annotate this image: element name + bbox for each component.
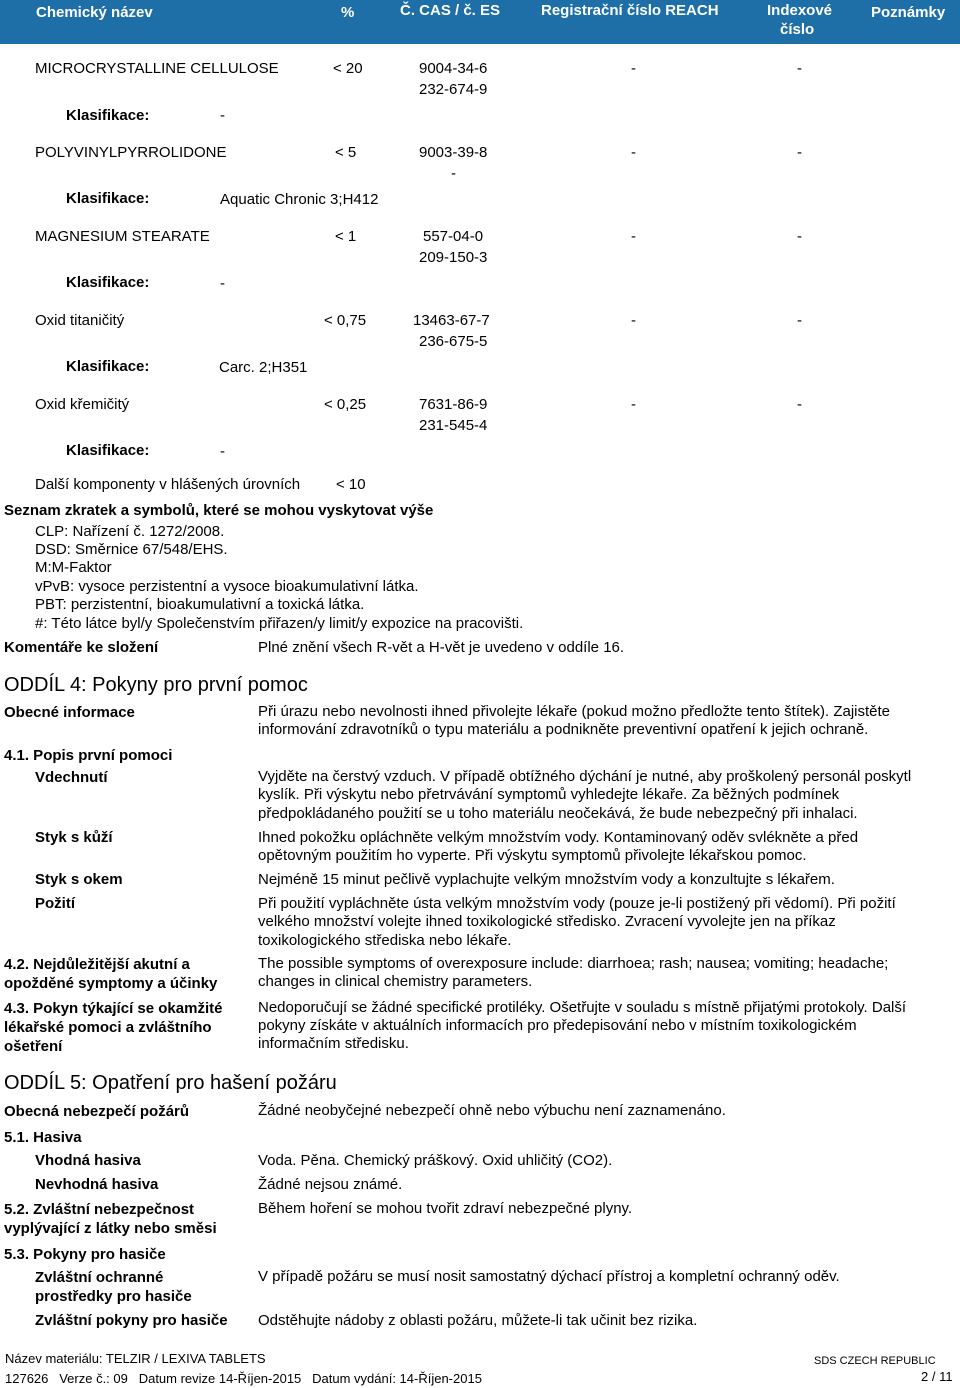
special-hazards-text: Během hoření se mohou tvořit zdraví nebezpečné plyny. [258,1200,633,1217]
abbreviation-item: DSD: Směrnice 67/548/EHS. [35,541,228,558]
col-name-header: Chemický název [36,4,153,21]
composition-comment-label: Komentáře ke složení [4,639,159,656]
component-notes: - [797,60,802,77]
classification-value: - [220,443,225,460]
component-pct: < 0,75 [324,312,367,329]
general-info-text: Při úrazu nebo nevolnosti ihned přivolejte lékaře (pokud možno předložte tento štítek). Zajistěte [258,703,891,720]
component-pct: < 20 [333,60,363,77]
general-info-text: informování zdravotníků o typu materiálu a podnikněte preventivní opatření k jejich ochraně. [258,721,869,738]
subsection-4-2: 4.2. Nejdůležitější akutní a [4,956,190,973]
eye-contact-label: Styk s okem [35,871,123,888]
component-index: - [631,312,636,329]
subsection-5-1: 5.1. Hasiva [4,1129,82,1146]
symptoms-text: changes in clinical chemistry parameters. [258,973,533,990]
component-cas: 13463-67-7 [413,312,490,329]
ingestion-text: Při použití vypláchněte ústa velkým množstvím vody (pouze je-li postižený při vědomí). Při požití [258,895,896,912]
special-instructions-label: Zvláštní pokyny pro hasiče [35,1312,228,1329]
subsection-5-2: vyplývající z látky nebo směsi [4,1220,217,1237]
subsection-4-3: ošetření [4,1038,63,1055]
inhalation-text: kyslík. Při výskytu nebo přetrvávání symptomů vyhledejte lékaře. Za běžných podmínek [258,786,840,803]
classification-value: - [220,275,225,292]
general-info-label: Obecné informace [4,704,135,721]
col-index-header-2: číslo [780,21,815,38]
col-notes-header: Poznámky [871,4,946,21]
footer-sds: SDS CZECH REPUBLIC [814,1355,936,1367]
ingestion-text: toxikologického střediska nebo lékaře. [258,932,512,949]
component-index: - [631,144,636,161]
component-pct: < 5 [335,144,357,161]
component-name: MAGNESIUM STEARATE [35,228,210,245]
abbreviation-item: M:M-Faktor [35,559,112,576]
classification-value: - [220,107,225,124]
inhalation-text: předpokládaného použití se u toho materiálu neočekává, že bude nebezpečný při inhalaci. [258,805,858,822]
component-name: POLYVINYLPYRROLIDONE [35,144,227,161]
component-es: 232-674-9 [419,81,488,98]
unsuitable-media-label: Nevhodná hasiva [35,1176,159,1193]
component-cas: 9004-34-6 [419,60,488,77]
skin-contact-text: Ihned pokožku opláchněte velkým množstvím vody. Kontaminovaný oděv svlékněte a před [258,829,859,846]
classification-label: Klasifikace: [66,274,150,291]
fire-hazard-label: Obecná nebezpečí požárů [4,1103,190,1120]
skin-contact-text: opětovným použitím ho vyperte. Při výskytu symptomů přivolejte lékařskou pomoc. [258,847,807,864]
ppe-label: prostředky pro hasiče [35,1288,192,1305]
component-pct: < 0,25 [324,396,367,413]
suitable-media-label: Vhodná hasiva [35,1152,141,1169]
col-cas-header: Č. CAS / č. ES [400,2,501,19]
treatment-text: Nedoporučují se žádné specifické protiléky. Ošetřujte v souladu s místně přijatými protokoly. Další [258,999,907,1016]
table-header [0,0,960,44]
other-components: Další komponenty v hlášených úrovních [35,476,301,493]
component-notes: - [797,396,802,413]
footer-page-number: 2 / 11 [921,1369,953,1384]
ingestion-label: Požití [35,895,75,912]
component-index: - [631,228,636,245]
component-index: - [631,396,636,413]
footer-version: 127626 Verze č.: 09 Datum revize 14-Říjen-2015 Datum vydání: 14-Říjen-2015 [5,1371,482,1386]
footer-material: Název materiálu: TELZIR / LEXIVA TABLETS [5,1351,266,1366]
classification-value: Carc. 2;H351 [219,359,308,376]
subsection-4-3: lékařské pomoci a zvláštního [4,1019,212,1036]
classification-label: Klasifikace: [66,190,150,207]
subsection-4-3: 4.3. Pokyn týkající se okamžité [4,1000,223,1017]
classification-value: Aquatic Chronic 3;H412 [220,191,379,208]
component-notes: - [797,312,802,329]
abbreviation-item: #: Této látce byl/y Společenstvím přiřazen/y limit/y expozice na pracovišti. [35,615,524,632]
component-index: - [631,60,636,77]
classification-label: Klasifikace: [66,442,150,459]
component-es: 236-675-5 [419,333,488,350]
fire-hazard-text: Žádné neobyčejné nebezpečí ohně nebo výbuchu není zaznamenáno. [258,1102,726,1119]
section4-title: ODDÍL 4: Pokyny pro první pomoc [4,674,308,696]
abbreviations-title: Seznam zkratek a symbolů, které se mohou vyskytovat výše [4,502,434,519]
ppe-label: Zvláštní ochranné [35,1269,164,1286]
col-reach-header: Registrační číslo REACH [541,2,719,19]
component-notes: - [797,228,802,245]
subsection-5-2: 5.2. Zvláštní nebezpečnost [4,1201,195,1218]
classification-label: Klasifikace: [66,107,150,124]
component-cas: 9003-39-8 [419,144,488,161]
component-name: Oxid křemičitý [35,396,130,413]
component-es: 209-150-3 [419,249,488,266]
skin-contact-label: Styk s kůží [35,829,113,846]
component-es: 231-545-4 [419,417,488,434]
abbreviation-item: PBT: perzistentní, bioakumulativní a toxická látka. [35,596,365,613]
abbreviation-item: vPvB: vysoce perzistentní a vysoce bioakumulativní látka. [35,578,419,595]
component-cas: 557-04-0 [423,228,484,245]
special-instructions-text: Odstěhujte nádoby z oblasti požáru, můžete-li tak učinit bez rizika. [258,1312,698,1329]
unsuitable-media-text: Žádné nejsou známé. [258,1176,403,1193]
treatment-text: pokyny získáte v aktuálních informacích pro předepisování nebo v místním toxikologickém [258,1017,857,1034]
subsection-5-3: 5.3. Pokyny pro hasiče [4,1246,166,1263]
component-pct: < 1 [335,228,357,245]
classification-label: Klasifikace: [66,358,150,375]
component-es: - [451,165,456,182]
abbreviation-item: CLP: Nařízení č. 1272/2008. [35,523,225,540]
eye-contact-text: Nejméně 15 minut pečlivě vyplachujte velkým množstvím vody a konzultujte s lékařem. [258,871,835,888]
treatment-text: informačním středisku. [258,1035,409,1052]
inhalation-text: Vyjděte na čerstvý vzduch. V případě obtížného dýchání je nutné, aby proškolený personál poskytl [258,768,912,785]
ingestion-text: velkého množství volejte ihned toxikologické středisko. Zvracení vyvolejte jen na příkaz [258,913,836,930]
section5-title: ODDÍL 5: Opatření pro hašení požáru [4,1072,337,1094]
component-cas: 7631-86-9 [419,396,488,413]
other-components-pct: < 10 [336,476,366,493]
col-index-header: Indexové [767,2,833,19]
component-name: Oxid titaničitý [35,312,125,329]
symptoms-text: The possible symptoms of overexposure include: diarrhoea; rash; nausea; vomiting; headache; [258,955,889,972]
composition-comment-text: Plné znění všech R-vět a H-vět je uvedeno v oddíle 16. [258,639,625,656]
suitable-media-text: Voda. Pěna. Chemický práškový. Oxid uhličitý (CO2). [258,1152,613,1169]
subsection-4-1: 4.1. Popis první pomoci [4,747,173,764]
inhalation-label: Vdechnutí [35,769,108,786]
subsection-4-2: opožděné symptomy a účinky [4,975,218,992]
col-pct-header: % [341,4,355,21]
ppe-text: V případě požáru se musí nosit samostatný dýchací přístroj a kompletní ochranný oděv. [258,1268,840,1285]
component-notes: - [797,144,802,161]
component-name: MICROCRYSTALLINE CELLULOSE [35,60,279,77]
